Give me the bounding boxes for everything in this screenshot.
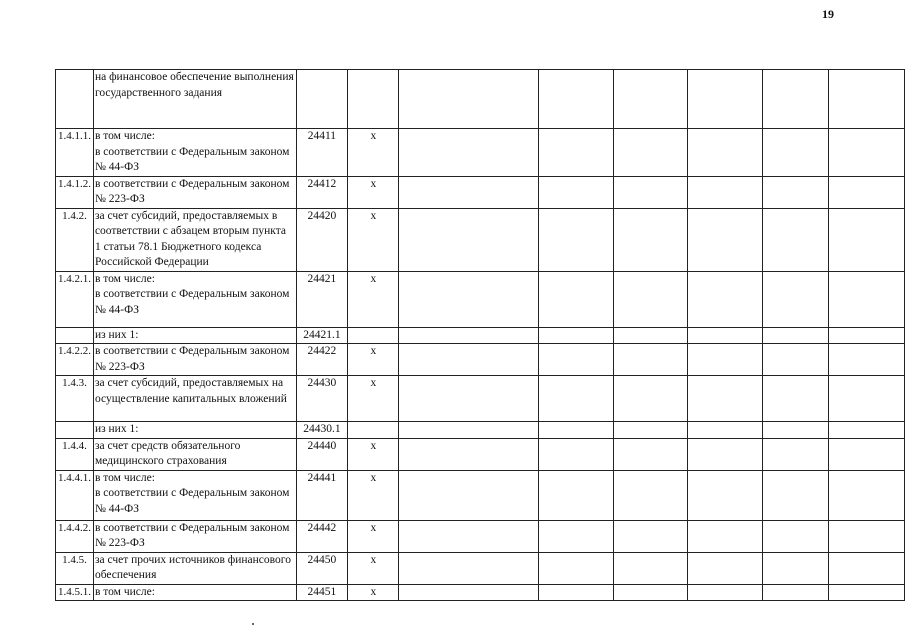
row-code: 24430.1 bbox=[296, 422, 348, 439]
table-row bbox=[56, 438, 905, 470]
row-description: в соответствии с Федеральным законом № 223-ФЗ bbox=[93, 344, 296, 376]
row-number: 1.4.2. bbox=[56, 208, 94, 271]
row-code: 24440 bbox=[296, 438, 348, 470]
empty-cell bbox=[539, 552, 613, 584]
empty-cell bbox=[828, 552, 905, 584]
empty-cell bbox=[399, 344, 539, 376]
empty-cell bbox=[762, 584, 828, 601]
row-number: 1.4.1.2. bbox=[56, 176, 94, 208]
row-code: 24451 bbox=[296, 584, 348, 601]
row-code: 24421.1 bbox=[296, 327, 348, 344]
row-number: 1.4.3. bbox=[56, 376, 94, 422]
row-number: 1.4.5. bbox=[56, 552, 94, 584]
empty-cell bbox=[762, 422, 828, 439]
page-number: 19 bbox=[822, 7, 834, 21]
empty-cell bbox=[828, 584, 905, 601]
empty-cell bbox=[762, 376, 828, 422]
row-number: 1.4.5.1. bbox=[56, 584, 94, 601]
table-row bbox=[56, 552, 905, 584]
table-row bbox=[56, 271, 905, 327]
row-number bbox=[56, 422, 94, 439]
table-row bbox=[56, 470, 905, 520]
empty-cell bbox=[613, 208, 687, 271]
table-row bbox=[56, 376, 905, 422]
empty-cell bbox=[762, 470, 828, 520]
empty-cell bbox=[539, 327, 613, 344]
empty-cell bbox=[688, 176, 762, 208]
row-mark: х bbox=[348, 438, 399, 470]
empty-cell bbox=[828, 271, 905, 327]
empty-cell bbox=[539, 520, 613, 552]
row-number bbox=[56, 70, 94, 129]
row-code: 24450 bbox=[296, 552, 348, 584]
empty-cell bbox=[613, 327, 687, 344]
row-code: 24421 bbox=[296, 271, 348, 327]
empty-cell bbox=[613, 70, 687, 129]
empty-cell bbox=[828, 208, 905, 271]
empty-cell bbox=[688, 271, 762, 327]
row-code: 24412 bbox=[296, 176, 348, 208]
empty-cell bbox=[613, 552, 687, 584]
row-number: 1.4.4.1. bbox=[56, 470, 94, 520]
empty-cell bbox=[688, 470, 762, 520]
empty-cell bbox=[688, 208, 762, 271]
row-mark: х bbox=[348, 520, 399, 552]
table-row bbox=[56, 129, 905, 177]
row-number: 1.4.2.2. bbox=[56, 344, 94, 376]
empty-cell bbox=[762, 344, 828, 376]
empty-cell bbox=[762, 552, 828, 584]
empty-cell bbox=[539, 176, 613, 208]
empty-cell bbox=[828, 344, 905, 376]
row-description: на финансовое обеспечение выполнения государственного задания bbox=[93, 70, 296, 129]
empty-cell bbox=[399, 208, 539, 271]
row-code: 24441 bbox=[296, 470, 348, 520]
row-mark bbox=[348, 70, 399, 129]
row-mark: х bbox=[348, 271, 399, 327]
empty-cell bbox=[399, 422, 539, 439]
empty-cell bbox=[539, 584, 613, 601]
empty-cell bbox=[688, 327, 762, 344]
empty-cell bbox=[828, 176, 905, 208]
empty-cell bbox=[688, 584, 762, 601]
empty-cell bbox=[688, 520, 762, 552]
row-description: в том числе: в соответствии с Федеральным законом № 44-ФЗ bbox=[93, 470, 296, 520]
empty-cell bbox=[539, 376, 613, 422]
empty-cell bbox=[828, 520, 905, 552]
row-description: в том числе: bbox=[93, 584, 296, 601]
empty-cell bbox=[539, 422, 613, 439]
empty-cell bbox=[399, 376, 539, 422]
row-description: из них 1: bbox=[93, 422, 296, 439]
empty-cell bbox=[613, 584, 687, 601]
empty-cell bbox=[828, 470, 905, 520]
empty-cell bbox=[399, 327, 539, 344]
table-row bbox=[56, 176, 905, 208]
row-description: за счет субсидий, предоставляемых в соответствии с абзацем вторым пункта 1 статьи 78.1 Бюджетного кодекса Российской Федерации bbox=[93, 208, 296, 271]
table-row bbox=[56, 520, 905, 552]
empty-cell bbox=[399, 584, 539, 601]
empty-cell bbox=[539, 470, 613, 520]
table-row bbox=[56, 344, 905, 376]
empty-cell bbox=[688, 129, 762, 177]
empty-cell bbox=[828, 70, 905, 129]
empty-cell bbox=[613, 422, 687, 439]
row-number: 1.4.4.2. bbox=[56, 520, 94, 552]
row-description: в том числе: в соответствии с Федеральным законом № 44-ФЗ bbox=[93, 271, 296, 327]
empty-cell bbox=[828, 438, 905, 470]
table-row bbox=[56, 584, 905, 601]
empty-cell bbox=[399, 552, 539, 584]
row-mark bbox=[348, 327, 399, 344]
empty-cell bbox=[399, 70, 539, 129]
empty-cell bbox=[399, 176, 539, 208]
empty-cell bbox=[613, 376, 687, 422]
empty-cell bbox=[399, 271, 539, 327]
row-description: в соответствии с Федеральным законом № 223-ФЗ bbox=[93, 520, 296, 552]
empty-cell bbox=[539, 208, 613, 271]
empty-cell bbox=[399, 520, 539, 552]
row-mark bbox=[348, 422, 399, 439]
empty-cell bbox=[613, 344, 687, 376]
empty-cell bbox=[762, 208, 828, 271]
empty-cell bbox=[613, 470, 687, 520]
table-row bbox=[56, 208, 905, 271]
empty-cell bbox=[613, 520, 687, 552]
empty-cell bbox=[539, 271, 613, 327]
row-number: 1.4.1.1. bbox=[56, 129, 94, 177]
row-mark: х bbox=[348, 470, 399, 520]
row-description: из них 1: bbox=[93, 327, 296, 344]
row-mark: х bbox=[348, 584, 399, 601]
empty-cell bbox=[688, 344, 762, 376]
empty-cell bbox=[613, 129, 687, 177]
empty-cell bbox=[399, 129, 539, 177]
row-code: 24420 bbox=[296, 208, 348, 271]
empty-cell bbox=[762, 129, 828, 177]
row-code: 24411 bbox=[296, 129, 348, 177]
row-number: 1.4.2.1. bbox=[56, 271, 94, 327]
empty-cell bbox=[762, 176, 828, 208]
empty-cell bbox=[613, 438, 687, 470]
empty-cell bbox=[688, 376, 762, 422]
empty-cell bbox=[762, 520, 828, 552]
empty-cell bbox=[688, 70, 762, 129]
empty-cell bbox=[399, 438, 539, 470]
row-mark: х bbox=[348, 176, 399, 208]
empty-cell bbox=[539, 344, 613, 376]
table-row bbox=[56, 70, 905, 129]
row-code: 24442 bbox=[296, 520, 348, 552]
empty-cell bbox=[828, 129, 905, 177]
row-number: 1.4.4. bbox=[56, 438, 94, 470]
empty-cell bbox=[828, 327, 905, 344]
row-description: за счет прочих источников финансового обеспечения bbox=[93, 552, 296, 584]
empty-cell bbox=[613, 271, 687, 327]
empty-cell bbox=[539, 70, 613, 129]
empty-cell bbox=[762, 438, 828, 470]
row-code: 24422 bbox=[296, 344, 348, 376]
empty-cell bbox=[828, 422, 905, 439]
row-code: 24430 bbox=[296, 376, 348, 422]
row-description: в соответствии с Федеральным законом № 223-ФЗ bbox=[93, 176, 296, 208]
finance-table bbox=[55, 69, 905, 601]
empty-cell bbox=[688, 438, 762, 470]
row-mark: х bbox=[348, 552, 399, 584]
row-mark: х bbox=[348, 344, 399, 376]
empty-cell bbox=[399, 470, 539, 520]
table-row bbox=[56, 327, 905, 344]
row-mark: х bbox=[348, 376, 399, 422]
empty-cell bbox=[828, 376, 905, 422]
empty-cell bbox=[762, 271, 828, 327]
row-mark: х bbox=[348, 208, 399, 271]
row-number bbox=[56, 327, 94, 344]
empty-cell bbox=[688, 552, 762, 584]
row-description: за счет средств обязательного медицинского страхования bbox=[93, 438, 296, 470]
empty-cell bbox=[539, 438, 613, 470]
empty-cell bbox=[539, 129, 613, 177]
empty-cell bbox=[613, 176, 687, 208]
empty-cell bbox=[762, 327, 828, 344]
stray-mark bbox=[252, 623, 254, 625]
empty-cell bbox=[688, 422, 762, 439]
row-code bbox=[296, 70, 348, 129]
empty-cell bbox=[762, 70, 828, 129]
row-description: в том числе: в соответствии с Федеральным законом № 44-ФЗ bbox=[93, 129, 296, 177]
row-description: за счет субсидий, предоставляемых на осуществление капитальных вложений bbox=[93, 376, 296, 422]
table-row bbox=[56, 422, 905, 439]
row-mark: х bbox=[348, 129, 399, 177]
